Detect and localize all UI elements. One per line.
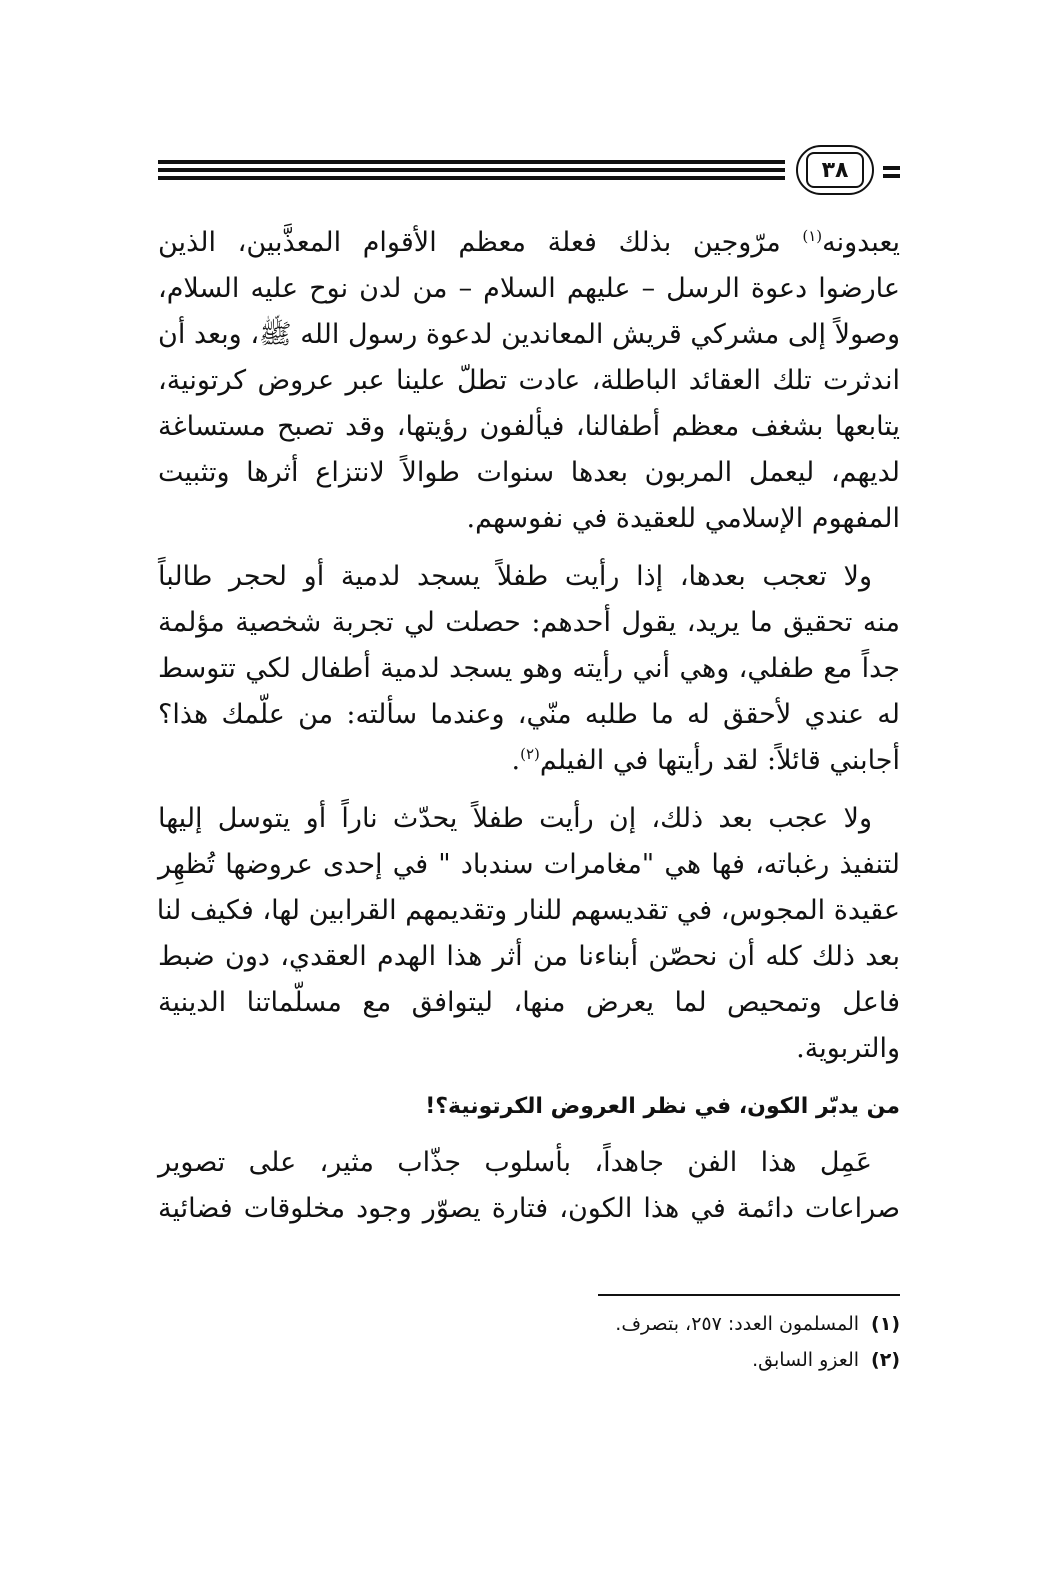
paragraph-2 — [158, 554, 900, 784]
text-line: لتنفيذ رغباته، فها هي "مغامرات سندباد " في إحدى عروضها تُظهِر — [158, 849, 900, 880]
footnote-ref-1[interactable]: (١) — [802, 227, 823, 245]
text-line: وصولاً إلى مشركي قريش المعاندين لدعوة رسول الله ﷺ، وبعد أن — [158, 319, 900, 350]
text-line: بعد ذلك كله أن نحصّن أبناءنا من أثر هذا الهدم العقدي، دون ضبط — [158, 941, 900, 972]
text-line: له عندي لأحقق له ما طلبه منّي، وعندما سألته: من علّمك هذا؟ — [158, 699, 900, 730]
paragraph-3 — [158, 796, 900, 1072]
footnote-divider — [598, 1294, 900, 1296]
text-line: عارضوا دعوة الرسل – عليهم السلام – من لدن نوح عليه السلام، — [158, 273, 900, 304]
text-line: ولا عجب بعد ذلك، إن رأيت طفلاً يحدّث ناراً أو يتوسل إليها — [158, 803, 872, 834]
section-heading: من يدبّر الكون، في نظر العروض الكرتونية؟! — [425, 1094, 900, 1119]
text-line: صراعات دائمة في هذا الكون، فتارة يصوّر وجود مخلوقات فضائية — [158, 1193, 900, 1224]
text-line: فاعل وتمحيص لما يعرض منها، ليتوافق مع مسلّماتنا الدينية — [158, 987, 900, 1018]
footnote-text: العزو السابق. — [752, 1349, 860, 1371]
text-line: جداً مع طفلي، وهي أني رأيته وهو يسجد لدمية أطفال لكي تتوسط — [158, 653, 901, 684]
text-line: أجابني قائلاً: لقد رأيتها في الفيلم$^{(٢)}$. — [511, 745, 900, 776]
footnotes — [300, 1306, 900, 1378]
page-number: ٣٨ — [806, 152, 864, 188]
text-line: ولا تعجب بعدها، إذا رأيت طفلاً يسجد لدمية أو لحجر طالباً — [158, 561, 872, 592]
page-body — [158, 220, 900, 1244]
footnote-1 — [300, 1306, 900, 1342]
footnote-number: (١) — [871, 1313, 900, 1335]
text-line: المفهوم الإسلامي للعقيدة في نفوسهم. — [466, 503, 900, 534]
paragraph-1 — [158, 220, 900, 542]
footnote-2 — [300, 1342, 900, 1378]
text-line: يعبدونه$^{(١)}$ مرّوجين بذلك فعلة معظم الأقوام المعذَّبين، الذين — [158, 227, 900, 258]
page-number-badge — [796, 145, 874, 195]
text-line: اندثرت تلك العقائد الباطلة، عادت تطلّ علينا عبر عروض كرتونية، — [158, 365, 900, 396]
text-line: عَمِل هذا الفن جاهداً، بأسلوب جذّاب مثير، على تصوير — [158, 1147, 872, 1178]
text-line: يتابعها بشغف معظم أطفالنا، فيألفون رؤيتها، وقد تصبح مستساغة — [158, 411, 900, 442]
paragraph-4 — [158, 1140, 900, 1232]
page-header — [158, 143, 900, 199]
footnote-ref-2[interactable]: (٢) — [520, 745, 540, 763]
footnote-text: المسلمون العدد: ٢٥٧، بتصرف. — [615, 1313, 860, 1335]
text-line: لديهم، ليعمل المربون بعدها سنوات طوالاً لانتزاع أثرها وتثبيت — [158, 457, 900, 488]
text-line: والتربوية. — [796, 1033, 900, 1064]
footnote-number: (٢) — [871, 1349, 900, 1371]
text-line: عقيدة المجوس، في تقديسهم للنار وتقديمهم القرابين لها، فكيف لنا — [156, 895, 900, 926]
text-line: منه تحقيق ما يريد، يقول أحدهم: حصلت لي تجربة شخصية مؤلمة — [158, 607, 900, 638]
